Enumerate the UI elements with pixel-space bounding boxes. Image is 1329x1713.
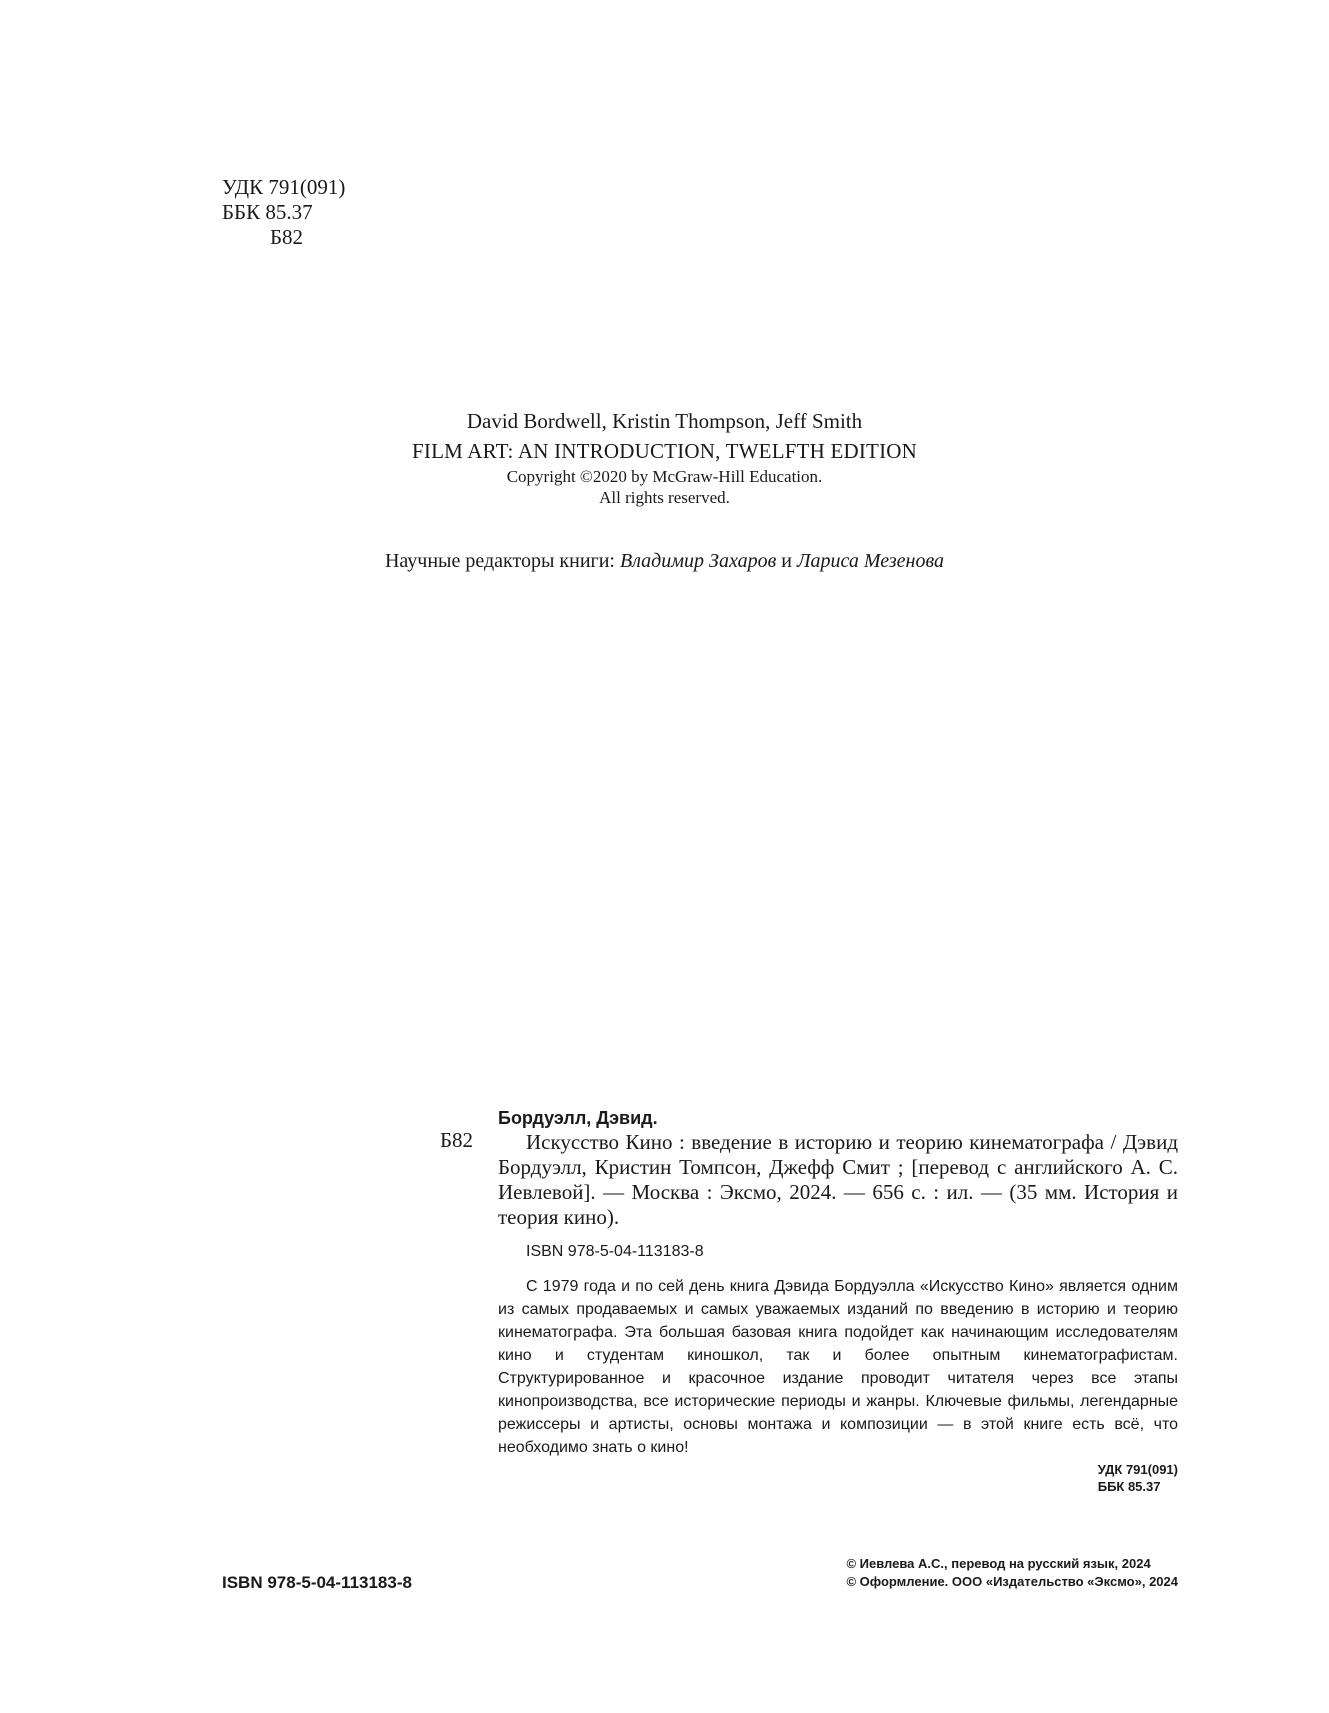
original-authors: David Bordwell, Kristin Thompson, Jeff Smith <box>466 409 863 433</box>
bbk-code: ББК 85.37 <box>222 200 313 224</box>
editor-name: Лариса Мезенова <box>796 550 944 572</box>
author-code: Б82 <box>270 225 304 249</box>
card-description: Искусство Кино : введение в историю и теорию кинематографа / Дэвид Бордуэлл, Кристин Томпсон, Джефф Смит ; [перевод с английского А. С. Иевлевой]. — Москва : Эксмо, 2024. — 656 с. : ил. — (35 мм. История и теория кино). <box>498 1130 1178 1229</box>
card-udk: УДК 791(091) <box>1097 1462 1178 1477</box>
original-title: FILM ART: AN INTRODUCTION, TWELFTH EDITION <box>412 439 917 463</box>
card-isbn: ISBN 978-5-04-113183-8 <box>526 1243 704 1260</box>
editor-name: Владимир Захаров <box>619 550 777 572</box>
editors-prefix: Научные редакторы книги: <box>384 550 615 572</box>
original-copyright: Copyright ©2020 by McGraw-Hill Education. <box>506 467 823 486</box>
udk-code: УДК 791(091) <box>222 175 346 199</box>
card-bbk: ББК 85.37 <box>1097 1479 1161 1494</box>
original-rights: All rights reserved. <box>599 488 730 507</box>
card-author: Бордуэлл, Дэвид. <box>498 1108 658 1128</box>
editors-joiner: и <box>781 550 792 572</box>
classification-block <box>222 175 345 250</box>
catalog-card <box>498 1106 1178 1495</box>
copyright-translation: © Иевлева А.С., перевод на русский язык, 2024 <box>846 1556 1151 1571</box>
scientific-editors <box>0 550 1329 573</box>
card-annotation: С 1979 года и по сей день книга Дэвида Бордуэлла «Искусство Кино» является одним из самых продаваемых и самых уважаемых изданий по введению в историю и теорию кинематографа. Эта большая базовая книга подойдет как начинающим исследователям кино и студентам киношкол, так и более опытным кинематографистам. Структурированное и красочное издание проводит читателя через все этапы кинопроизводства, все исторические периоды и жанры. Ключевые фильмы, легендарные режиссеры и артисты, основы монтажа и композиции — в этой книге есть всё, что необходимо знать о кино! <box>498 1278 1178 1456</box>
card-classification <box>498 1461 1178 1495</box>
footer-isbn: ISBN 978-5-04-113183-8 <box>222 1573 412 1592</box>
original-edition-credits <box>0 406 1329 508</box>
copyright-design: © Оформление. ООО «Издательство «Эксмо», 2024 <box>846 1574 1178 1589</box>
footer-copyright <box>846 1555 1178 1591</box>
card-author-code: Б82 <box>440 1128 474 1152</box>
